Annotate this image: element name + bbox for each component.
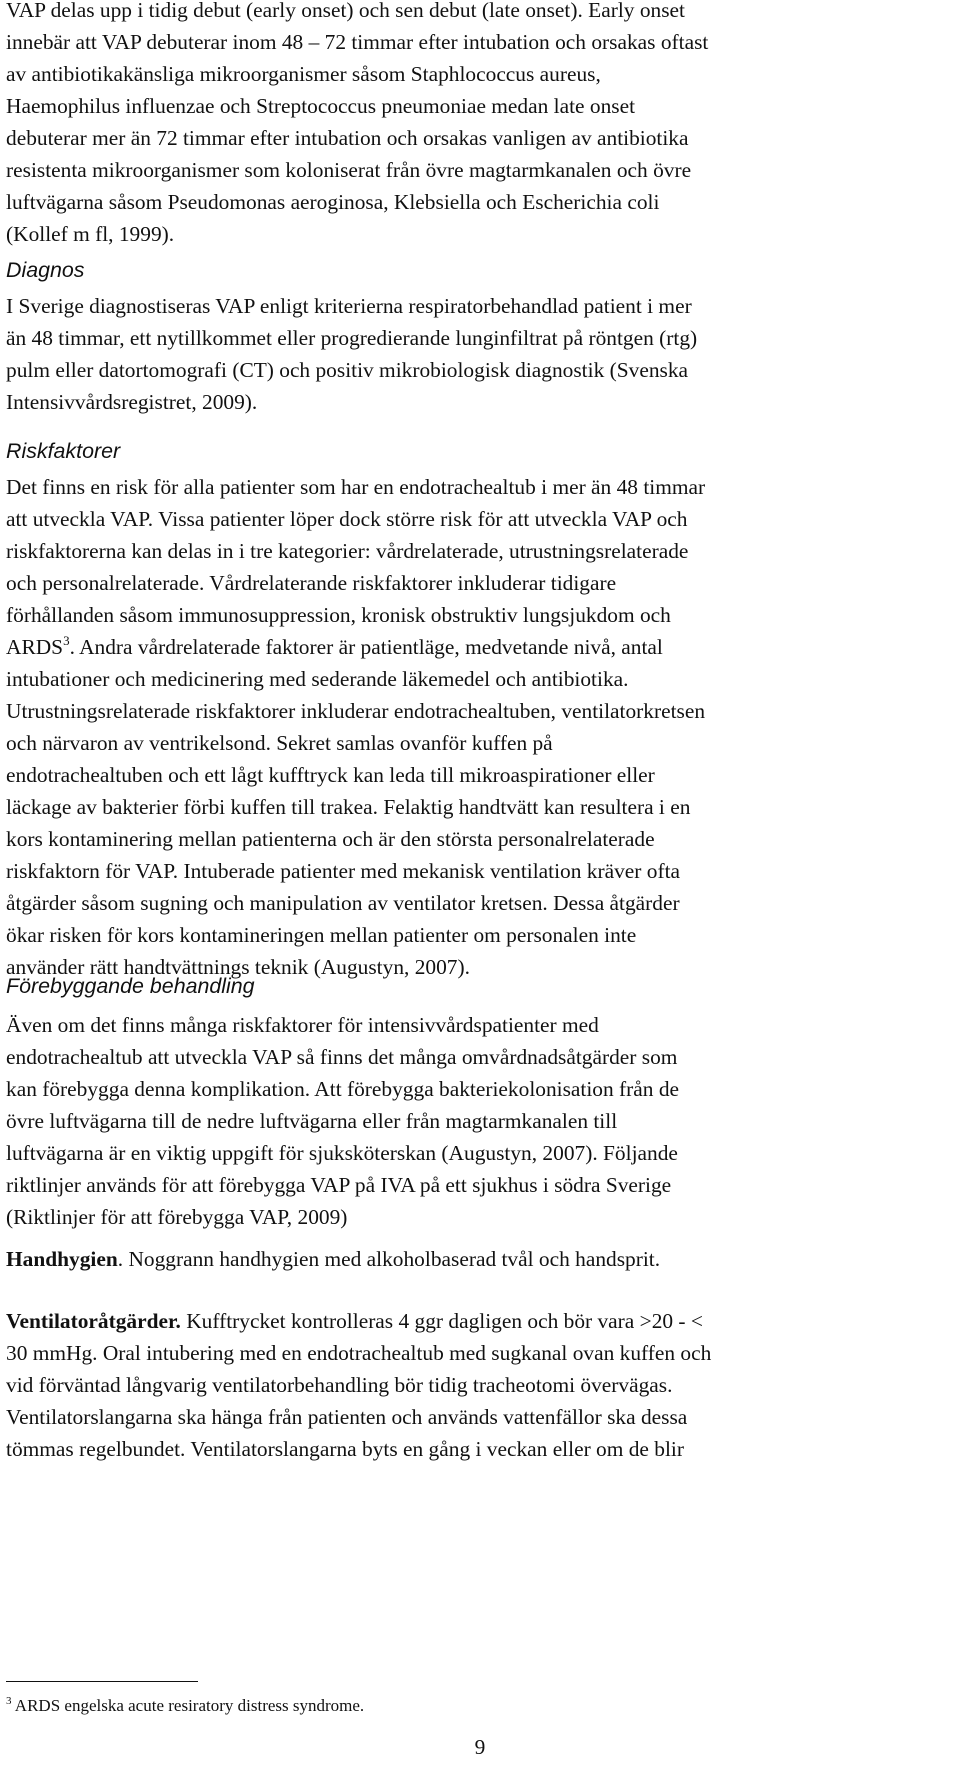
text-line: Även om det finns många riskfaktorer för intensivvårdspatienter med [6, 1013, 599, 1037]
text-line: och närvaron av ventrikelsond. Sekret samlas ovanför kuffen på [6, 731, 553, 755]
text-line: innebär att VAP debuterar inom 48 – 72 timmar efter intubation och orsakas oftast [6, 30, 709, 54]
text-line: (Kollef m fl, 1999). [6, 222, 175, 246]
text-line: vid förväntad långvarig ventilatorbehandling bör tidig tracheotomi övervägas. [6, 1373, 673, 1397]
text-line: åtgärder såsom sugning och manipulation av ventilator kretsen. Dessa åtgärder [6, 891, 680, 915]
text-line [6, 1305, 954, 1337]
ventilator-paragraph [6, 1305, 954, 1465]
text-line: (Riktlinjer för att förebygga VAP, 2009) [6, 1205, 348, 1229]
text-line: än 48 timmar, ett nytillkommet eller progredierande lunginfiltrat på röntgen (rtg) [6, 326, 698, 350]
riskfaktorer-paragraph [6, 471, 954, 983]
footnote-text: ARDS engelska acute resiratory distress syndrome. [11, 1696, 365, 1715]
text-fragment: Kufftrycket kontrolleras 4 ggr dagligen och bör vara >20 - < [180, 1309, 703, 1333]
text-line: Haemophilus influenzae och Streptococcus pneumoniae medan late onset [6, 94, 636, 118]
text-line: riskfaktorn för VAP. Intuberade patienter med mekanisk ventilation kräver ofta [6, 859, 681, 883]
text-line: endotrachealtub att utveckla VAP så finns det många omvårdnadsåtgärder som [6, 1045, 678, 1069]
text-line: kan förebygga denna komplikation. Att förebygga bakteriekolonisation från de [6, 1077, 680, 1101]
text-line: Utrustningsrelaterade riskfaktorer inkluderar endotrachealtuben, ventilatorkretsen [6, 699, 706, 723]
text-line: VAP delas upp i tidig debut (early onset) och sen debut (late onset). Early onset [6, 0, 685, 22]
handhygien-paragraph [6, 1243, 954, 1275]
footnote [6, 1695, 364, 1717]
text-line: pulm eller datortomografi (CT) och positiv mikrobiologisk diagnostik (Svenska [6, 358, 689, 382]
text-line: använder rätt handtvättnings teknik (Augustyn, 2007). [6, 955, 470, 979]
text-fragment: ARDS [6, 635, 64, 659]
text-line: och personalrelaterade. Vårdrelaterande riskfaktorer inkluderar tidigare [6, 571, 617, 595]
text-line: riktlinjer används för att förebygga VAP på IVA på ett sjukhus i södra Sverige [6, 1173, 672, 1197]
footnote-reference: 3 [63, 633, 70, 648]
text-line: tömmas regelbundet. Ventilatorslangarna byts en gång i veckan eller om de blir [6, 1437, 684, 1461]
text-line: resistenta mikroorganismer som koloniserat från övre magtarmkanalen och övre [6, 158, 692, 182]
text-line: förhållanden såsom immunosuppression, kronisk obstruktiv lungsjukdom och [6, 603, 671, 627]
heading-forebyggande-behandling: Förebyggande behandling [6, 974, 255, 998]
text-line: 30 mmHg. Oral intubering med en endotrachealtub med sugkanal ovan kuffen och [6, 1341, 712, 1365]
text-line: debuterar mer än 72 timmar efter intubation och orsakas vanligen av antibiotika [6, 126, 689, 150]
text-line: endotrachealtuben och ett lågt kufftryck kan leda till mikroaspirationer eller [6, 763, 655, 787]
text-line: Ventilatorslangarna ska hänga från patienten och används vattenfällor ska dessa [6, 1405, 688, 1429]
text-line: I Sverige diagnostiseras VAP enligt kriterierna respiratorbehandlad patient i mer [6, 294, 692, 318]
text-line: övre luftvägarna till de nedre luftvägarna eller från magtarmkanalen till [6, 1109, 618, 1133]
footnote-separator [6, 1681, 198, 1682]
ventilator-term: Ventilatoråtgärder. [6, 1309, 181, 1333]
page-number: 9 [474, 1735, 486, 1759]
text-line: ökar risken för kors kontamineringen mellan patienter om personalen inte [6, 923, 637, 947]
text-line: Det finns en risk för alla patienter som har en endotrachealtub i mer än 48 timmar [6, 475, 706, 499]
text-line-with-footnote-ref [6, 631, 954, 663]
intro-paragraph [6, 0, 954, 250]
handhygien-text: . Noggrann handhygien med alkoholbaserad tvål och handsprit. [117, 1247, 661, 1271]
diagnos-paragraph [6, 290, 954, 418]
text-line: luftvägarna såsom Pseudomonas aeroginosa, Klebsiella och Escherichia coli [6, 190, 660, 214]
heading-riskfaktorer: Riskfaktorer [6, 439, 121, 463]
text-line [6, 1243, 954, 1275]
handhygien-term: Handhygien [6, 1247, 118, 1271]
text-line: Intensivvårdsregistret, 2009). [6, 390, 258, 414]
heading-diagnos: Diagnos [6, 258, 85, 282]
text-line: intubationer och medicinering med sederande läkemedel och antibiotika. [6, 667, 629, 691]
text-fragment: . Andra vårdrelaterade faktorer är patientläge, medvetande nivå, antal [69, 635, 663, 659]
forebyggande-paragraph [6, 1009, 954, 1233]
text-line: läckage av bakterier förbi kuffen till trakea. Felaktig handtvätt kan resultera i en [6, 795, 691, 819]
text-line: att utveckla VAP. Vissa patienter löper dock större risk för att utveckla VAP och [6, 507, 688, 531]
footnote-number: 3 [6, 1695, 12, 1707]
text-line: luftvägarna är en viktig uppgift för sjuksköterskan (Augustyn, 2007). Följande [6, 1141, 678, 1165]
text-line: av antibiotikakänsliga mikroorganismer såsom Staphlococcus aureus, [6, 62, 601, 86]
text-line: kors kontaminering mellan patienterna och är den största personalrelaterade [6, 827, 655, 851]
text-line: riskfaktorerna kan delas in i tre kategorier: vårdrelaterade, utrustningsrelaterade [6, 539, 689, 563]
